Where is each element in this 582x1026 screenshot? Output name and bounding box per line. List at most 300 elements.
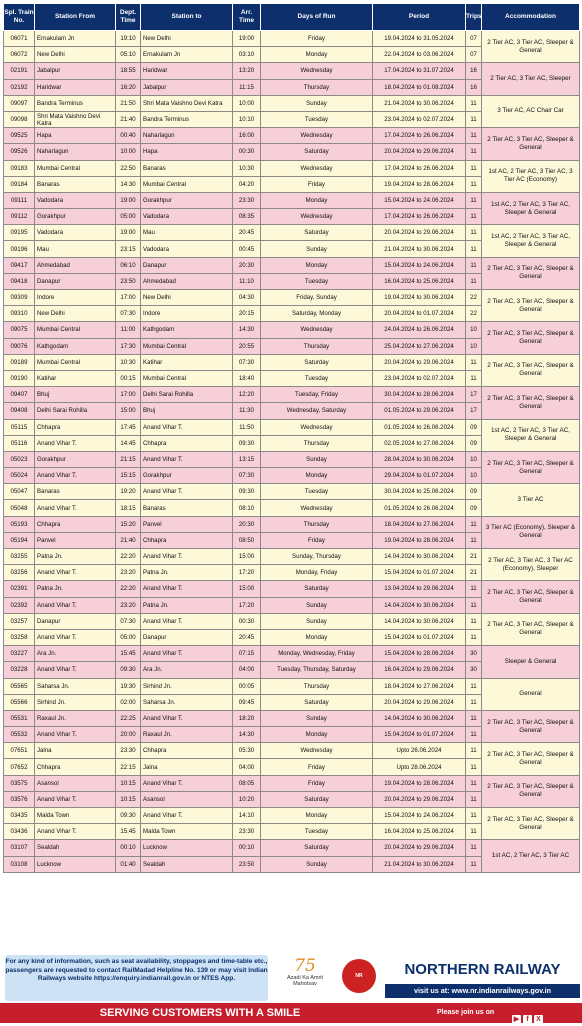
period: 19.04.2024 to 28.06.2024 [373, 176, 466, 192]
arrival-time: 05:30 [233, 743, 261, 759]
table-row [4, 484, 580, 500]
days-of-run: Sunday [261, 95, 373, 111]
departure-time: 07:30 [116, 306, 141, 322]
arrival-time: 16:00 [233, 128, 261, 144]
table-row [4, 128, 580, 144]
train-number: 03108 [4, 856, 35, 872]
table-row [4, 516, 580, 532]
trips: 11 [466, 791, 482, 807]
departure-time: 01:40 [116, 856, 141, 872]
station-from: Ara Jn. [35, 646, 116, 662]
train-number: 09309 [4, 290, 35, 306]
period: 14.04.2024 to 30.06.2024 [373, 710, 466, 726]
train-number: 05115 [4, 419, 35, 435]
departure-time: 17:00 [116, 290, 141, 306]
arrival-time: 09:30 [233, 435, 261, 451]
table-row [4, 646, 580, 662]
departure-time: 19:30 [116, 678, 141, 694]
station-to: Saharsa Jn. [141, 694, 233, 710]
period: 28.04.2024 to 30.06.2024 [373, 451, 466, 467]
days-of-run: Monday [261, 192, 373, 208]
train-number: 09196 [4, 241, 35, 257]
train-number: 02391 [4, 581, 35, 597]
days-of-run: Friday [261, 759, 373, 775]
table-row [4, 95, 580, 111]
station-to: Patna Jn. [141, 597, 233, 613]
period: 14.04.2024 to 30.06.2024 [373, 613, 466, 629]
train-number: 09190 [4, 370, 35, 386]
period: 29.04.2024 to 01.07.2024 [373, 468, 466, 484]
arrival-time: 23:30 [233, 192, 261, 208]
period: 17.04.2024 to 31.07.2024 [373, 63, 466, 79]
arrival-time: 13:15 [233, 451, 261, 467]
days-of-run: Wednesday [261, 322, 373, 338]
station-to: Chhapra [141, 532, 233, 548]
arrival-time: 20:45 [233, 225, 261, 241]
days-of-run: Wednesday, Saturday [261, 403, 373, 419]
train-number: 07652 [4, 759, 35, 775]
period: 21.04.2024 to 30.06.2024 [373, 241, 466, 257]
station-from: Haridwar [35, 79, 116, 95]
period: 13.04.2024 to 29.06.2024 [373, 581, 466, 597]
arrival-time: 17:20 [233, 565, 261, 581]
station-from: Anand Vihar T. [35, 629, 116, 645]
period: Upto 28.06.2024 [373, 759, 466, 775]
accommodation: 3 Tier AC [482, 484, 580, 516]
trips: 11 [466, 824, 482, 840]
departure-time: 00:10 [116, 840, 141, 856]
arrival-time: 13:20 [233, 63, 261, 79]
train-number: 03576 [4, 791, 35, 807]
station-to: Anand Vihar T. [141, 710, 233, 726]
accommodation: 1st AC, 2 Tier AC, 3 Tier AC, Sleeper & General [482, 419, 580, 451]
days-of-run: Monday [261, 808, 373, 824]
accommodation: 1st AC, 2 Tier AC, 3 Tier AC, 3 Tier AC (Economy) [482, 160, 580, 192]
period: 14.04.2024 to 30.06.2024 [373, 549, 466, 565]
table-row [4, 257, 580, 273]
train-number: 05566 [4, 694, 35, 710]
days-of-run: Thursday [261, 338, 373, 354]
arrival-time: 03:10 [233, 47, 261, 63]
train-number: 09310 [4, 306, 35, 322]
days-of-run: Tuesday [261, 824, 373, 840]
trips: 21 [466, 549, 482, 565]
departure-time: 17:45 [116, 419, 141, 435]
footer [0, 955, 582, 1023]
period: 23.04.2024 to 02.07.2024 [373, 370, 466, 386]
station-from: Chhapra [35, 516, 116, 532]
period: 15.04.2024 to 01.07.2024 [373, 565, 466, 581]
days-of-run: Friday [261, 775, 373, 791]
period: 15.04.2024 to 24.06.2024 [373, 257, 466, 273]
period: 15.04.2024 to 28.06.2024 [373, 646, 466, 662]
days-of-run: Wednesday [261, 128, 373, 144]
station-to: Panvel [141, 516, 233, 532]
station-from: Katihar [35, 370, 116, 386]
departure-time: 23:20 [116, 565, 141, 581]
days-of-run: Thursday [261, 516, 373, 532]
days-of-run: Monday, Friday [261, 565, 373, 581]
trips: 11 [466, 516, 482, 532]
days-of-run: Sunday [261, 241, 373, 257]
departure-time: 15:45 [116, 646, 141, 662]
trips: 11 [466, 273, 482, 289]
station-from: Danapur [35, 273, 116, 289]
station-from: Anand Vihar T. [35, 791, 116, 807]
departure-time: 07:30 [116, 613, 141, 629]
station-to: Anand Vihar T. [141, 549, 233, 565]
train-number: 03227 [4, 646, 35, 662]
accommodation: 2 Tier AC, 3 Tier AC, Sleeper & General [482, 710, 580, 742]
accommodation: 2 Tier AC, 3 Tier AC, Sleeper & General [482, 451, 580, 483]
train-number: 09112 [4, 209, 35, 225]
train-number: 09525 [4, 128, 35, 144]
train-number: 09183 [4, 160, 35, 176]
arrival-time: 11:10 [233, 273, 261, 289]
station-from: Sealdah [35, 840, 116, 856]
station-to: Kathgodam [141, 322, 233, 338]
azadi-logo [275, 957, 335, 999]
arrival-time: 11:50 [233, 419, 261, 435]
column-header: Trips [466, 4, 482, 31]
departure-time: 17:30 [116, 338, 141, 354]
station-from: Naharlagun [35, 144, 116, 160]
period: 25.04.2024 to 27.06.2024 [373, 338, 466, 354]
trips: 11 [466, 95, 482, 111]
station-to: Bandra Terminus [141, 111, 233, 127]
station-to: Mumbai Central [141, 370, 233, 386]
departure-time: 05:00 [116, 629, 141, 645]
trips: 11 [466, 354, 482, 370]
station-to: Chhapra [141, 435, 233, 451]
station-to: Ara Jn. [141, 662, 233, 678]
departure-time: 00:40 [116, 128, 141, 144]
arrival-time: 07:15 [233, 646, 261, 662]
arrival-time: 20:30 [233, 516, 261, 532]
period: 20.04.2024 to 29.06.2024 [373, 694, 466, 710]
departure-time: 21:15 [116, 451, 141, 467]
trips: 11 [466, 144, 482, 160]
train-number: 09417 [4, 257, 35, 273]
table-row [4, 613, 580, 629]
trips: 10 [466, 468, 482, 484]
accommodation: Sleeper & General [482, 646, 580, 678]
days-of-run: Wednesday [261, 160, 373, 176]
station-from: New Delhi [35, 306, 116, 322]
arrival-time: 11:30 [233, 403, 261, 419]
train-number: 03228 [4, 662, 35, 678]
table-row [4, 322, 580, 338]
accommodation: 2 Tier AC, 3 Tier AC, Sleeper & General [482, 290, 580, 322]
info-notice: For any kind of information, such as seat availability, stoppages and time-table etc., passengers are requested to contact RailMadad Helpline No. 139 or may visit Indian Railways website https://enquiry.indianrail.gov.in or NTES App. [5, 955, 268, 1001]
train-number: 05047 [4, 484, 35, 500]
period: 01.05.2024 to 26.06.2024 [373, 500, 466, 516]
station-from: Danapur [35, 613, 116, 629]
x-icon[interactable]: X [534, 1015, 543, 1024]
period: 01.05.2024 to 29.06.2024 [373, 403, 466, 419]
departure-time: 21:50 [116, 95, 141, 111]
departure-time: 09:30 [116, 808, 141, 824]
arrival-time: 11:15 [233, 79, 261, 95]
train-number: 03107 [4, 840, 35, 856]
station-to: Haridwar [141, 63, 233, 79]
accommodation: 2 Tier AC, 3 Tier AC, Sleeper & General [482, 31, 580, 63]
days-of-run: Saturday [261, 840, 373, 856]
station-from: Patna Jn. [35, 549, 116, 565]
station-from: Anand Vihar T. [35, 824, 116, 840]
website-link[interactable]: visit us at: www.nr.indianrailways.gov.in [385, 984, 580, 998]
trips: 11 [466, 160, 482, 176]
trips: 07 [466, 47, 482, 63]
accommodation: 2 Tier AC, 3 Tier AC, Sleeper & General [482, 743, 580, 775]
station-from: Lucknow [35, 856, 116, 872]
column-header: Spl. Train No. [4, 4, 35, 31]
departure-time: 15:15 [116, 468, 141, 484]
departure-time: 20:00 [116, 727, 141, 743]
days-of-run: Friday, Sunday [261, 290, 373, 306]
arrival-time: 20:45 [233, 629, 261, 645]
train-number: 05531 [4, 710, 35, 726]
station-from: Saharsa Jn. [35, 678, 116, 694]
station-from: Ahmedabad [35, 257, 116, 273]
days-of-run: Tuesday, Thursday, Saturday [261, 662, 373, 678]
table-row [4, 63, 580, 79]
column-header: Dept. Time [116, 4, 141, 31]
departure-time: 23:30 [116, 743, 141, 759]
trips: 10 [466, 338, 482, 354]
days-of-run: Friday [261, 31, 373, 47]
trips: 10 [466, 322, 482, 338]
station-from: Bandra Terminus [35, 95, 116, 111]
column-header: Days of Run [261, 4, 373, 31]
accommodation: 2 Tier AC, 3 Tier AC, Sleeper & General [482, 257, 580, 289]
train-number: 09075 [4, 322, 35, 338]
station-to: Mumbai Central [141, 338, 233, 354]
arrival-time: 23:30 [233, 824, 261, 840]
station-from: Asansol [35, 775, 116, 791]
arrival-time: 00:10 [233, 840, 261, 856]
departure-time: 10:30 [116, 354, 141, 370]
station-to: Delhi Sarai Rohilla [141, 387, 233, 403]
accommodation: 3 Tier AC, AC Chair Car [482, 95, 580, 127]
station-to: Banaras [141, 500, 233, 516]
table-row [4, 192, 580, 208]
station-from: Delhi Sarai Rohilla [35, 403, 116, 419]
table-row [4, 419, 580, 435]
arrival-time: 20:30 [233, 257, 261, 273]
departure-time: 23:20 [116, 597, 141, 613]
station-to: Anand Vihar T. [141, 451, 233, 467]
train-number: 05565 [4, 678, 35, 694]
arrival-time: 18:20 [233, 710, 261, 726]
arrival-time: 04:30 [233, 290, 261, 306]
accommodation: 2 Tier AC, 3 Tier AC, Sleeper & General [482, 128, 580, 160]
station-from: Banaras [35, 484, 116, 500]
accommodation: 2 Tier AC, 3 Tier AC, Sleeper & General [482, 613, 580, 645]
train-number: 02392 [4, 597, 35, 613]
arrival-time: 10:30 [233, 160, 261, 176]
departure-time: 09:30 [116, 662, 141, 678]
station-to: New Delhi [141, 290, 233, 306]
train-number: 03436 [4, 824, 35, 840]
departure-time: 16:20 [116, 79, 141, 95]
train-number: 02191 [4, 63, 35, 79]
station-to: Anand Vihar T. [141, 775, 233, 791]
arrival-time: 20:15 [233, 306, 261, 322]
train-number: 09098 [4, 111, 35, 127]
table-row [4, 31, 580, 47]
arrival-time: 07:30 [233, 354, 261, 370]
station-to: Anand Vihar T. [141, 808, 233, 824]
days-of-run: Tuesday [261, 484, 373, 500]
period: 20.04.2024 to 29.06.2024 [373, 354, 466, 370]
departure-time: 14:45 [116, 435, 141, 451]
trips: 11 [466, 840, 482, 856]
train-number: 07651 [4, 743, 35, 759]
days-of-run: Tuesday, Friday [261, 387, 373, 403]
station-to: Indore [141, 306, 233, 322]
days-of-run: Friday [261, 532, 373, 548]
trips: 11 [466, 759, 482, 775]
days-of-run: Monday, Wednesday, Friday [261, 646, 373, 662]
period: 20.04.2024 to 29.06.2024 [373, 840, 466, 856]
station-from: Mau [35, 241, 116, 257]
days-of-run: Wednesday [261, 743, 373, 759]
trips: 17 [466, 387, 482, 403]
departure-time: 10:15 [116, 791, 141, 807]
station-to: Chhapra [141, 743, 233, 759]
station-from: Indore [35, 290, 116, 306]
train-number: 06072 [4, 47, 35, 63]
train-number: 05024 [4, 468, 35, 484]
table-row [4, 451, 580, 467]
departure-time: 06:10 [116, 257, 141, 273]
period: 22.04.2024 to 03.06.2024 [373, 47, 466, 63]
departure-time: 23:15 [116, 241, 141, 257]
trips: 11 [466, 694, 482, 710]
trips: 07 [466, 31, 482, 47]
trips: 11 [466, 176, 482, 192]
station-to: Naharlagun [141, 128, 233, 144]
arrival-time: 08:05 [233, 775, 261, 791]
days-of-run: Sunday [261, 856, 373, 872]
arrival-time: 08:50 [233, 532, 261, 548]
station-to: Vadodara [141, 209, 233, 225]
train-number: 03435 [4, 808, 35, 824]
facebook-icon[interactable]: f [523, 1015, 532, 1024]
table-row [4, 581, 580, 597]
train-number: 09526 [4, 144, 35, 160]
arrival-time: 00:45 [233, 241, 261, 257]
accommodation: 1st AC, 2 Tier AC, 3 Tier AC, Sleeper & General [482, 192, 580, 224]
column-header: Arr. Time [233, 4, 261, 31]
timetable [3, 3, 579, 873]
station-to: Jalna [141, 759, 233, 775]
trips: 16 [466, 79, 482, 95]
departure-time: 22:20 [116, 549, 141, 565]
station-from: Panvel [35, 532, 116, 548]
days-of-run: Saturday, Monday [261, 306, 373, 322]
special-trains-table [3, 3, 580, 873]
departure-time: 19:00 [116, 192, 141, 208]
slogan-text: SERVING CUSTOMERS WITH A SMILE [99, 1007, 301, 1019]
station-to: Mau [141, 225, 233, 241]
trips: 11 [466, 743, 482, 759]
arrival-time: 08:10 [233, 500, 261, 516]
accommodation: 2 Tier AC, 3 Tier AC, Sleeper & General [482, 775, 580, 807]
table-row [4, 678, 580, 694]
train-number: 03255 [4, 549, 35, 565]
station-to: Anand Vihar T. [141, 646, 233, 662]
train-number: 09097 [4, 95, 35, 111]
train-number: 09418 [4, 273, 35, 289]
accommodation: 1st AC, 2 Tier AC, 3 Tier AC [482, 840, 580, 872]
trips: 11 [466, 678, 482, 694]
trips: 21 [466, 565, 482, 581]
period: 19.04.2024 to 31.05.2024 [373, 31, 466, 47]
table-row [4, 225, 580, 241]
days-of-run: Wednesday [261, 500, 373, 516]
arrival-time: 23:50 [233, 856, 261, 872]
days-of-run: Wednesday [261, 63, 373, 79]
days-of-run: Saturday [261, 225, 373, 241]
railway-seal-icon: NR [342, 959, 376, 993]
station-from: Chhapra [35, 419, 116, 435]
train-number: 03575 [4, 775, 35, 791]
accommodation: 2 Tier AC, 3 Tier AC, 3 Tier AC (Economy), Sleeper [482, 549, 580, 581]
station-from: Shri Mata Vaishno Devi Katra [35, 111, 116, 127]
days-of-run: Monday [261, 727, 373, 743]
accommodation: 2 Tier AC, 3 Tier AC, Sleeper & General [482, 354, 580, 386]
arrival-time: 14:30 [233, 322, 261, 338]
station-to: New Delhi [141, 31, 233, 47]
period: 15.04.2024 to 01.07.2024 [373, 727, 466, 743]
station-to: Hapa [141, 144, 233, 160]
arrival-time: 04:00 [233, 662, 261, 678]
departure-time: 18:55 [116, 63, 141, 79]
period: 17.04.2024 to 26.06.2024 [373, 160, 466, 176]
days-of-run: Sunday [261, 613, 373, 629]
arrival-time: 00:05 [233, 678, 261, 694]
station-from: Mumbai Central [35, 354, 116, 370]
station-from: Vadodara [35, 225, 116, 241]
train-number: 03258 [4, 629, 35, 645]
arrival-time: 17:20 [233, 597, 261, 613]
period: 18.04.2024 to 27.06.2024 [373, 678, 466, 694]
train-number: 03256 [4, 565, 35, 581]
youtube-icon[interactable]: ▶ [513, 1016, 520, 1023]
station-to: Shri Mata Vaishno Devi Katra [141, 95, 233, 111]
period: 16.04.2024 to 25.06.2024 [373, 824, 466, 840]
azadi-logo-text: Azadi Ka Amrit Mahotsav [286, 975, 324, 987]
slogan-banner [0, 1003, 582, 1023]
trips: 11 [466, 629, 482, 645]
arrival-time: 20:55 [233, 338, 261, 354]
period: 19.04.2024 to 28.06.2024 [373, 775, 466, 791]
station-to: Patna Jn. [141, 565, 233, 581]
table-row [4, 743, 580, 759]
trips: 11 [466, 581, 482, 597]
arrival-time: 10:10 [233, 111, 261, 127]
days-of-run: Wednesday [261, 419, 373, 435]
column-header: Station From [35, 4, 116, 31]
period: 15.04.2024 to 01.07.2024 [373, 629, 466, 645]
station-from: Anand Vihar T. [35, 565, 116, 581]
table-row [4, 354, 580, 370]
station-to: Anand Vihar T. [141, 484, 233, 500]
accommodation: General [482, 678, 580, 710]
station-from: Sirhind Jn. [35, 694, 116, 710]
